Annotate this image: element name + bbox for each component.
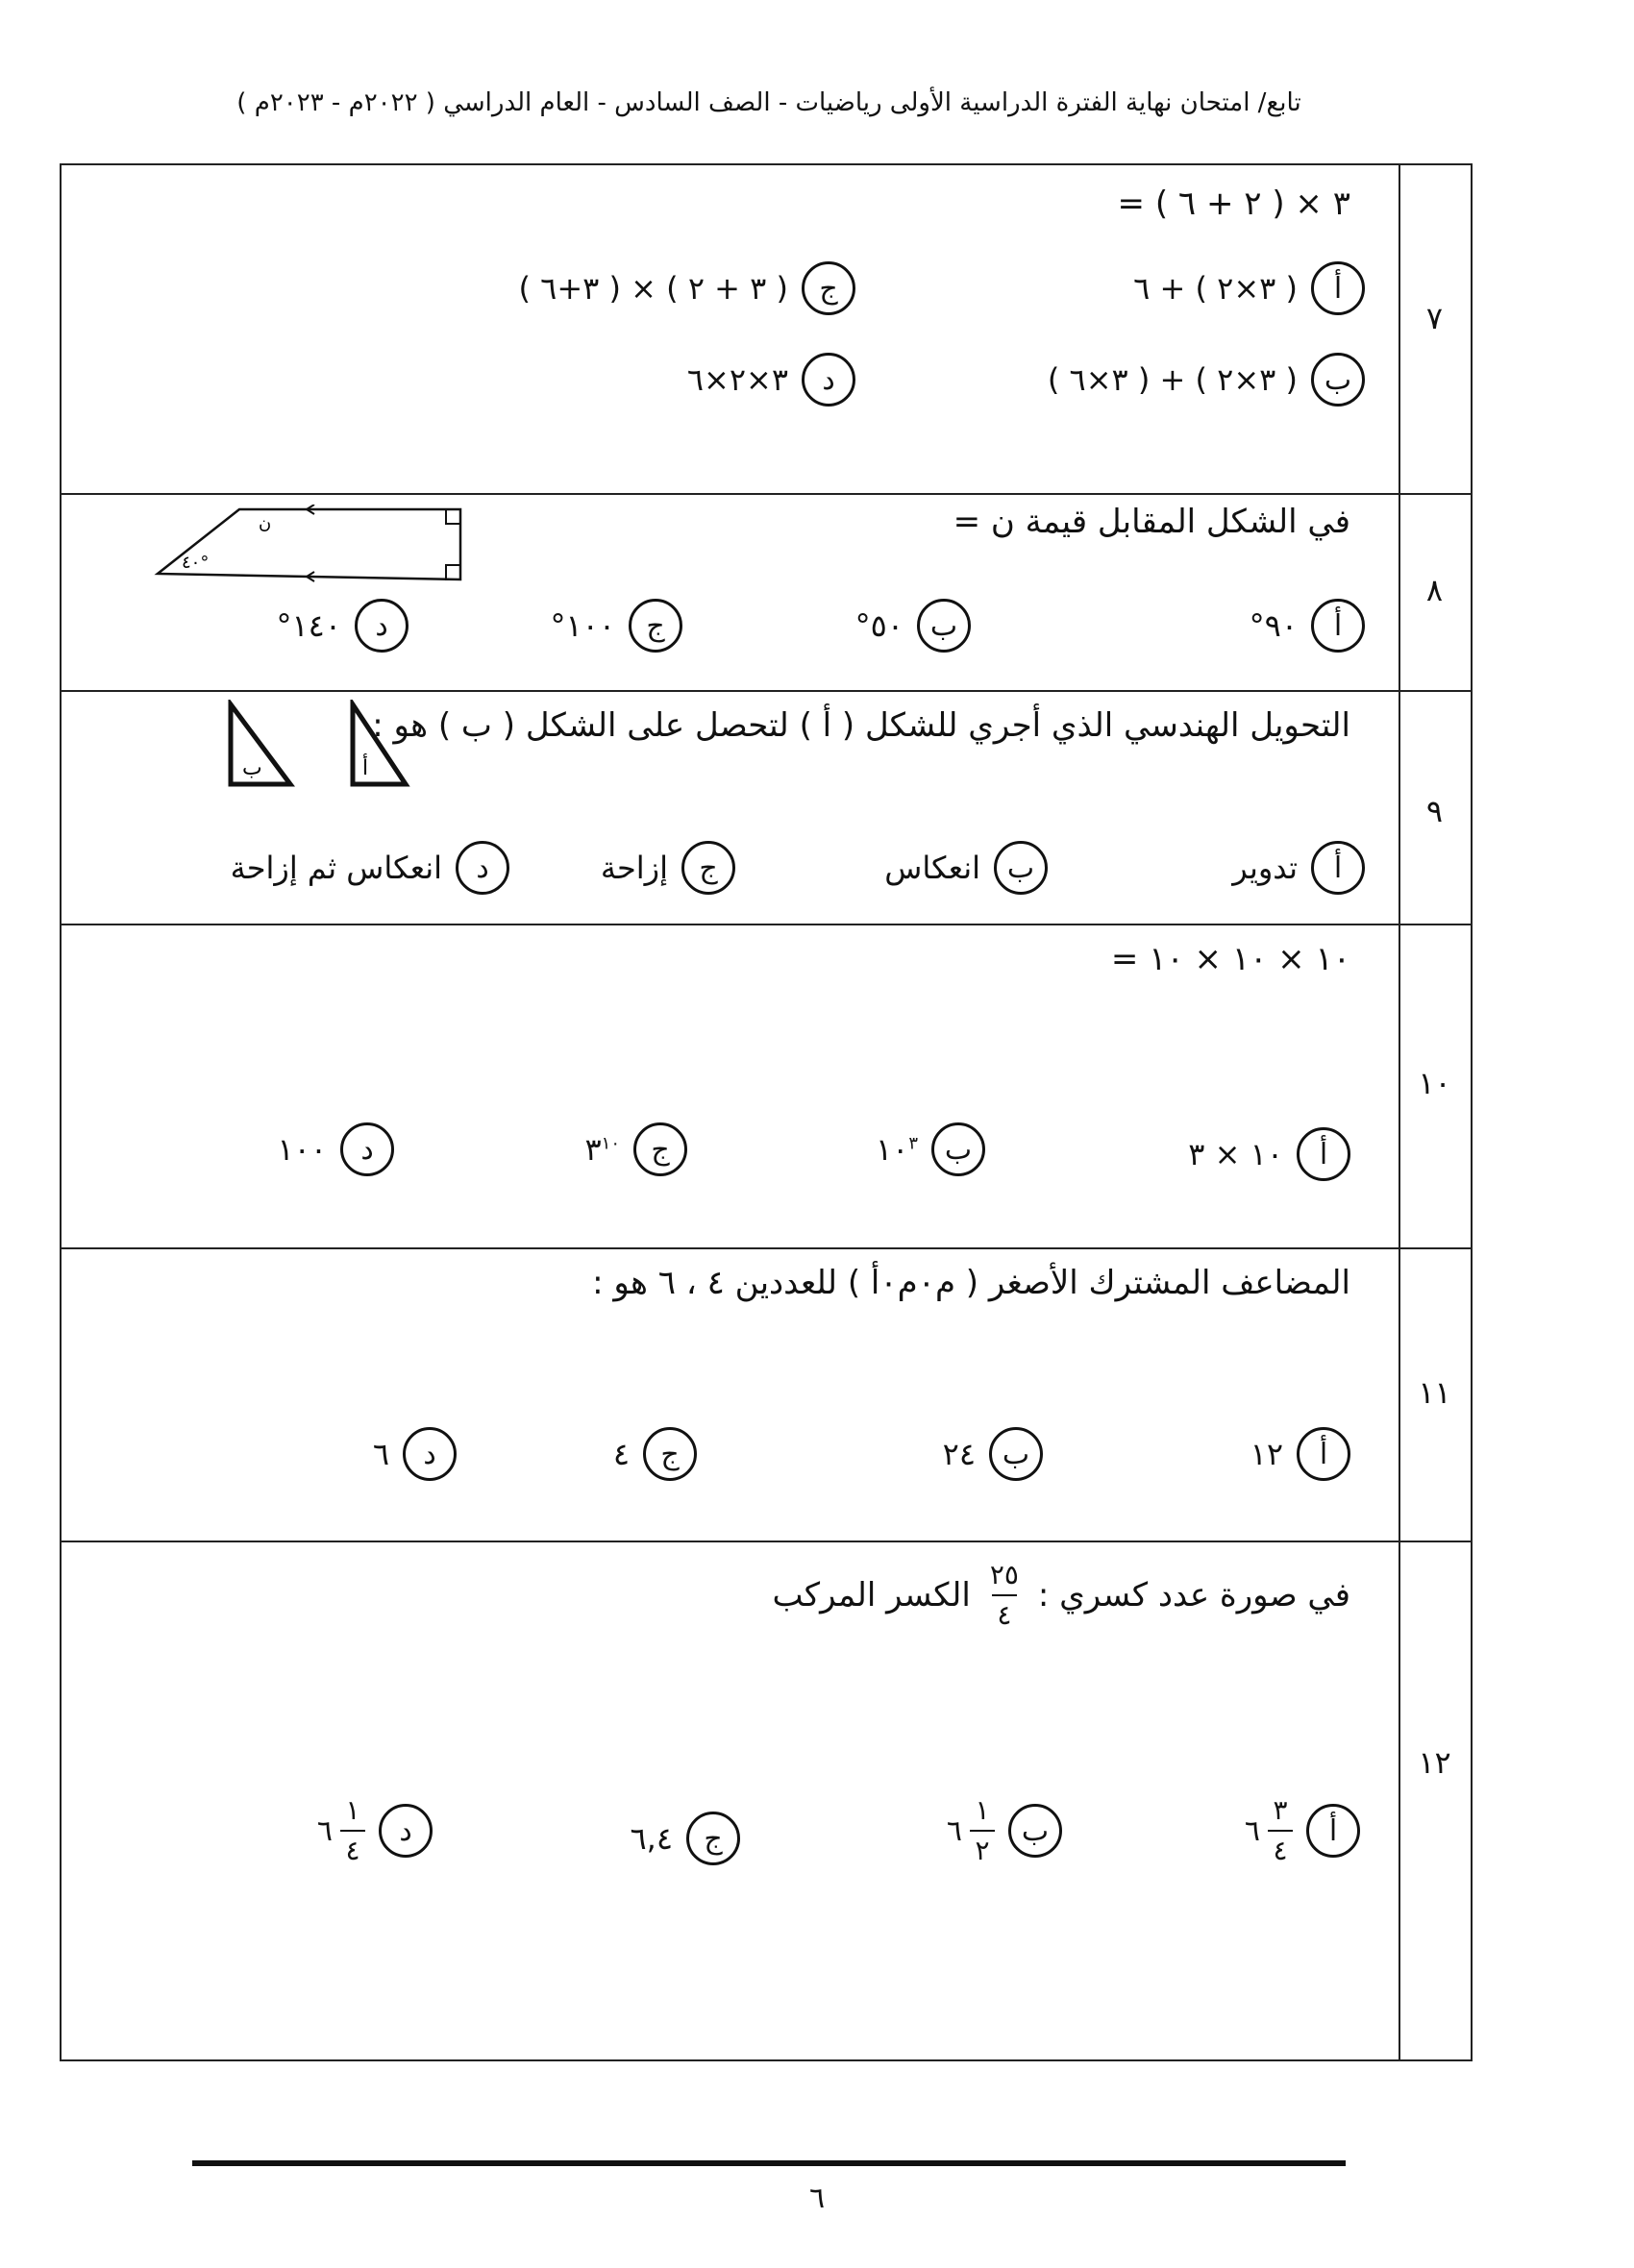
mixed-whole: ٦ xyxy=(1244,1813,1260,1848)
fraction-denominator: ٤ xyxy=(345,1835,360,1866)
triangle-b-label: ب xyxy=(242,756,262,780)
option-b[interactable] xyxy=(855,599,971,653)
option-letter: أ xyxy=(1306,1804,1360,1858)
option-d[interactable] xyxy=(687,353,855,407)
fraction-numerator: ٣ xyxy=(1273,1794,1288,1826)
question-number: ١٢ xyxy=(1418,1744,1451,1781)
option-letter: د xyxy=(456,841,509,895)
option-value: ٥٠° xyxy=(854,607,904,644)
option-value: ١٠٠° xyxy=(550,607,615,644)
option-value: ٢٤ xyxy=(942,1436,976,1472)
option-value: ( ٣ + ٢ ) × ( ٣+٦ ) xyxy=(518,270,788,307)
option-value: ٦,٤ xyxy=(630,1820,673,1857)
question-stem: التحويل الهندسي الذي أجري للشكل ( أ ) لتحصل على الشكل ( ب ) هو : xyxy=(372,706,1350,745)
power-exponent: ٣ xyxy=(908,1133,918,1154)
question-stem: في الشكل المقابل قيمة ن = xyxy=(953,503,1350,541)
question-9 xyxy=(62,692,1471,925)
power-exponent: ١٠ xyxy=(601,1133,620,1154)
option-value: ( ٣×٢ ) + ( ٣×٦ ) xyxy=(1047,361,1298,398)
option-c[interactable] xyxy=(630,1812,740,1865)
option-b[interactable] xyxy=(884,841,1048,895)
question-number: ١١ xyxy=(1418,1374,1451,1411)
question-number: ٨ xyxy=(1425,572,1444,608)
option-d[interactable] xyxy=(316,1794,433,1866)
option-c[interactable] xyxy=(613,1427,697,1481)
figure-n-label: ن xyxy=(259,513,272,533)
fraction-denominator: ٤ xyxy=(1273,1835,1288,1866)
option-a[interactable] xyxy=(1250,599,1365,653)
option-letter: د xyxy=(340,1122,394,1176)
mixed-whole: ٦ xyxy=(946,1813,962,1848)
questions-table xyxy=(60,163,1473,2061)
option-letter: ب xyxy=(989,1427,1043,1481)
option-letter: ب xyxy=(1008,1804,1062,1858)
option-value: ٤ xyxy=(612,1436,630,1472)
option-a[interactable] xyxy=(1244,1794,1360,1866)
fraction-numerator: ١ xyxy=(345,1794,360,1826)
option-value xyxy=(316,1794,365,1866)
option-value xyxy=(1244,1794,1293,1866)
option-letter: أ xyxy=(1297,1427,1350,1481)
option-a[interactable] xyxy=(1232,841,1365,895)
question-number: ٩ xyxy=(1425,793,1444,829)
option-letter: ج xyxy=(802,261,855,315)
page-number: ٦ xyxy=(808,2182,826,2215)
triangle-a-label: أ xyxy=(362,756,369,780)
option-letter: ب xyxy=(917,599,971,653)
question-7 xyxy=(62,165,1471,495)
option-d[interactable] xyxy=(277,1122,394,1176)
option-letter: أ xyxy=(1311,261,1365,315)
option-value: تدوير xyxy=(1232,850,1298,886)
question-8 xyxy=(62,495,1471,692)
question-stem xyxy=(772,1559,1350,1631)
option-letter: أ xyxy=(1311,599,1365,653)
option-a[interactable] xyxy=(1250,1427,1350,1481)
option-value: ١٤٠° xyxy=(276,607,341,644)
option-value xyxy=(584,1131,620,1168)
option-b[interactable] xyxy=(943,1427,1043,1481)
option-a[interactable] xyxy=(1188,1127,1350,1181)
option-value: انعكاس xyxy=(884,850,980,886)
fraction-denominator: ٤ xyxy=(997,1599,1012,1631)
question-stem: ٣ × ( ٢ + ٦ ) = xyxy=(1117,185,1350,223)
option-letter: ج xyxy=(633,1122,687,1176)
fraction-numerator: ٢٥ xyxy=(989,1559,1019,1590)
option-value: ٩٠° xyxy=(1249,607,1298,644)
option-b[interactable] xyxy=(946,1794,1062,1866)
fraction-numerator: ١ xyxy=(975,1794,990,1826)
figure-angle-label: ٤٠° xyxy=(182,553,210,573)
option-letter: ب xyxy=(931,1122,985,1176)
option-value xyxy=(946,1794,995,1866)
option-letter: د xyxy=(802,353,855,407)
stem-text: الكسر المركب xyxy=(772,1576,971,1615)
option-value: ١٠ × ٣ xyxy=(1188,1136,1283,1172)
option-a[interactable] xyxy=(1133,261,1365,315)
option-letter: ج xyxy=(681,841,735,895)
option-letter: د xyxy=(403,1427,457,1481)
improper-fraction xyxy=(989,1559,1019,1631)
option-letter: د xyxy=(355,599,408,653)
option-letter: ج xyxy=(643,1427,697,1481)
option-letter: ب xyxy=(1311,353,1365,407)
option-d[interactable] xyxy=(373,1427,457,1481)
option-letter: ج xyxy=(686,1812,740,1865)
option-c[interactable] xyxy=(519,261,856,315)
option-letter: أ xyxy=(1311,841,1365,895)
option-value: ١٢ xyxy=(1250,1436,1283,1472)
question-11 xyxy=(62,1249,1471,1542)
question-stem: ١٠ × ١٠ × ١٠ = xyxy=(1110,940,1350,978)
fraction-denominator: ٢ xyxy=(975,1835,990,1866)
option-c[interactable] xyxy=(584,1122,687,1176)
option-d[interactable] xyxy=(231,841,509,895)
option-value xyxy=(876,1131,918,1168)
triangles-figure xyxy=(223,700,415,791)
option-b[interactable] xyxy=(876,1122,985,1176)
option-b[interactable] xyxy=(1048,353,1365,407)
option-letter: د xyxy=(379,1804,433,1858)
option-letter: ج xyxy=(629,599,682,653)
option-letter: ب xyxy=(994,841,1048,895)
option-value: ١٠٠ xyxy=(277,1131,327,1168)
question-stem: المضاعف المشترك الأصغر ( م٠م٠أ ) للعددين ٤ ، ٦ هو : xyxy=(592,1264,1350,1302)
question-10 xyxy=(62,925,1471,1249)
power-base: ١٠ xyxy=(875,1131,909,1168)
page-header: تابع/ امتحان نهاية الفترة الدراسية الأولى رياضيات - الصف السادس - العام الدراسي ( ٢٠٢٢م - ٢٠٢٣م ) xyxy=(236,88,1301,117)
option-value: ٣×٢×٦ xyxy=(686,361,788,398)
option-value: ( ٣×٢ ) + ٦ xyxy=(1133,270,1298,307)
option-value: إزاحة xyxy=(600,850,668,886)
question-number: ٧ xyxy=(1425,300,1444,336)
option-value: انعكاس ثم إزاحة xyxy=(230,850,442,886)
option-c[interactable] xyxy=(550,599,682,653)
option-c[interactable] xyxy=(601,841,735,895)
option-value: ٦ xyxy=(372,1436,389,1472)
stem-text: في صورة عدد كسري : xyxy=(1037,1576,1350,1615)
question-12 xyxy=(62,1542,1471,2063)
option-d[interactable] xyxy=(276,599,408,653)
trapezoid-figure xyxy=(153,505,470,591)
question-number: ١٠ xyxy=(1418,1065,1451,1101)
power-base: ٣ xyxy=(584,1131,602,1168)
footer-divider xyxy=(192,2160,1346,2166)
option-letter: أ xyxy=(1297,1127,1350,1181)
mixed-whole: ٦ xyxy=(316,1813,333,1848)
